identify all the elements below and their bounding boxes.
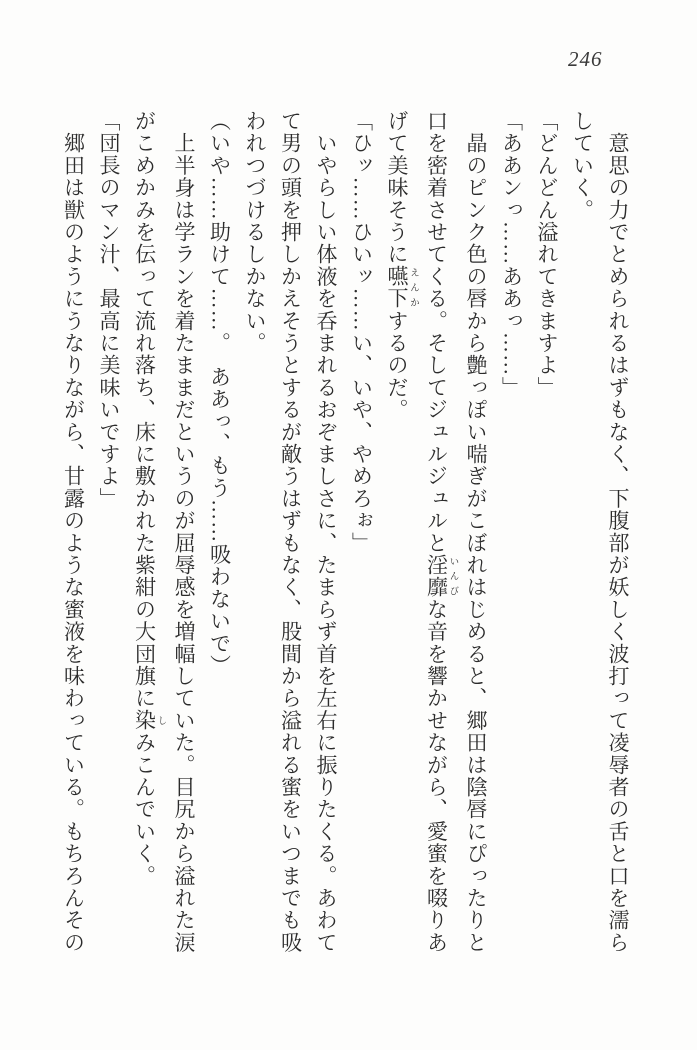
furigana: えんか <box>408 265 418 310</box>
text-column <box>166 110 202 954</box>
ruby-annotated-word: 淫靡 いんび <box>424 554 458 599</box>
text-run: 「団長のマン汁、最高に美味いですよ」 <box>97 110 121 510</box>
text-column <box>493 110 529 954</box>
text-column <box>529 110 565 954</box>
text-run: 口を密着させてくる。そしてジュルジュルと <box>424 110 449 554</box>
text-run: 「ああンっ……ああっ……」 <box>499 110 524 399</box>
text-run: 「ひッ……ひいッ……い、いや、やめろぉ」 <box>349 110 374 554</box>
text-run: するのだ。 <box>385 309 409 421</box>
text-column <box>126 110 166 954</box>
text-run: げて美味そうに <box>385 110 409 266</box>
text-run: な音を響かせながら、愛蜜を啜りあ <box>424 598 449 954</box>
text-run: 晶のピンク色の唇から艶っぽい喘ぎがこぼれはじめると、郷田は陰唇にぴったりと <box>464 110 488 954</box>
text-column <box>91 110 127 954</box>
text-column <box>600 110 636 954</box>
text-run: 郷田は獣のようにうなりながら、甘露のような蜜液を味わっている。もちろんその <box>61 110 86 954</box>
text-run: 「どんどん溢れてきますよ」 <box>535 110 559 399</box>
text-run: いやらしい体液を呑まれるおぞましさに、たまらず首を左右に振りたくる。あわて <box>314 110 338 954</box>
text-column <box>55 110 91 954</box>
ruby-annotated-word: 染 し <box>132 709 166 732</box>
text-run: われつづけるしかない。 <box>243 110 267 355</box>
text-run: みこんでいく。 <box>132 731 157 888</box>
text-block <box>55 110 635 955</box>
text-run: 意思の力でとめられるはずもなく、下腹部が妖しく波打って凌辱者の舌と口を濡ら <box>606 110 630 954</box>
page-number: 246 <box>568 47 603 71</box>
text-column <box>564 110 600 954</box>
text-column <box>272 110 308 954</box>
text-column <box>308 110 344 954</box>
text-run: （いや……助けて……。 ああっ、もう……吸わないで） <box>207 110 232 677</box>
ruby-annotated-word: 嚥下 えんか <box>385 265 418 310</box>
furigana: し <box>155 709 166 732</box>
text-run: て男の頭を押しかえそうとするが敵うはずもなく、股間から溢れる蜜をいつまでも吸 <box>278 110 303 954</box>
furigana: いんび <box>447 554 458 599</box>
text-column <box>237 110 273 954</box>
text-column <box>458 110 494 954</box>
text-column <box>418 110 458 954</box>
text-run: していく。 <box>570 110 595 221</box>
text-run: 上半身は学ランを着たままだというのが屈辱感を増幅していた。目尻から溢れた涙 <box>172 110 196 954</box>
text-column <box>201 110 237 954</box>
text-column <box>379 110 419 954</box>
text-run: がこめかみを伝って流れ落ち、床に敷かれた紫紺の大団旗に <box>132 110 157 710</box>
text-column <box>343 110 379 954</box>
